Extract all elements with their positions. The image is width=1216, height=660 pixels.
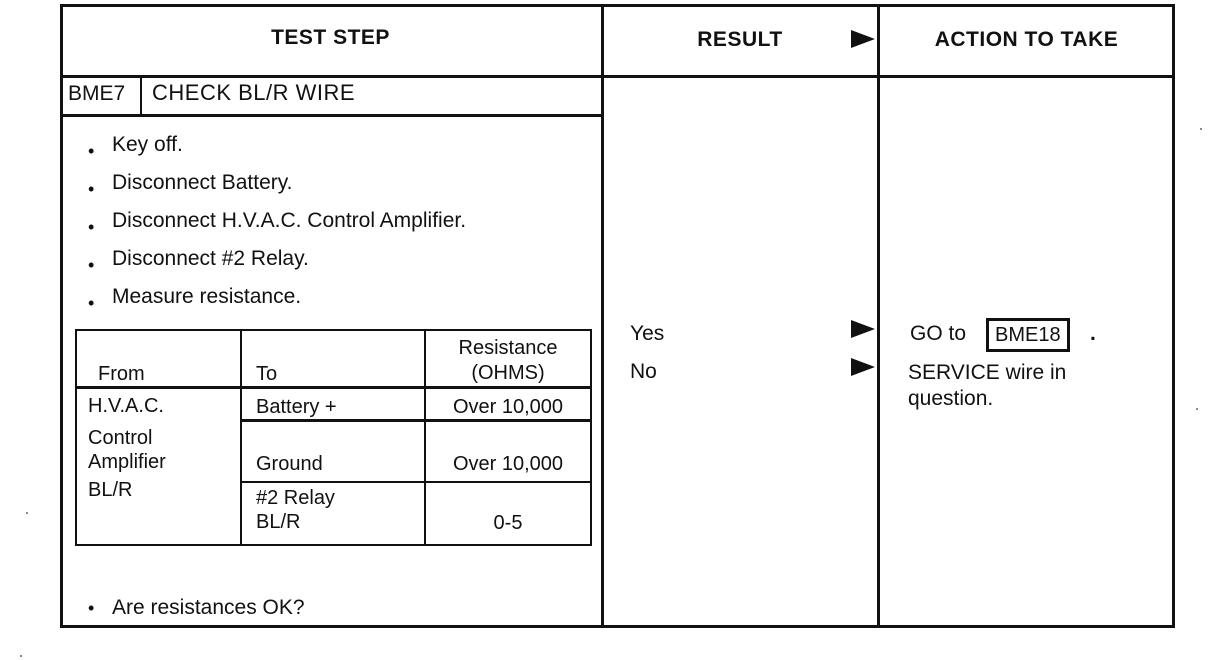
table-row-1-resistance: Over 10,000 [452, 396, 564, 418]
divider-step-result [601, 4, 604, 628]
instruction-item: • Disconnect H.V.A.C. Control Amplifier. [88, 208, 466, 246]
table-header-resistance: Resistance (OHMS) [458, 337, 558, 384]
table-bottom [75, 544, 592, 546]
table-row-divider-1 [240, 419, 592, 422]
table-top [75, 329, 592, 331]
table-header-to: To [256, 363, 278, 385]
table-col-1 [240, 329, 242, 546]
table-row-2-resistance: Over 10,000 [452, 453, 564, 475]
frame-left [60, 4, 63, 628]
step-title-underline [60, 114, 601, 117]
action-no: SERVICE wire in question. [908, 361, 1067, 410]
step-code-divider [140, 77, 142, 115]
table-left [75, 329, 77, 546]
table-row-3-resistance: 0-5 [493, 512, 523, 534]
instruction-item: • Measure resistance. [88, 284, 466, 322]
table-right [590, 329, 592, 546]
instruction-list [88, 132, 466, 322]
scan-speck [1200, 128, 1202, 130]
header-test-step: TEST STEP [271, 26, 390, 49]
frame-right [1172, 4, 1175, 628]
scan-speck [20, 655, 22, 657]
action-yes-prefix: GO to [910, 322, 967, 345]
instruction-item: • Disconnect #2 Relay. [88, 246, 466, 284]
table-row-3-to: #2 Relay BL/R [256, 487, 335, 533]
scan-speck [26, 512, 28, 514]
bullet-icon: • [88, 598, 95, 618]
bullet-icon: • [88, 293, 95, 313]
instruction-item: • Key off. [88, 132, 466, 170]
result-yes: Yes [630, 322, 665, 345]
scan-speck [1196, 408, 1198, 410]
bullet-icon: • [88, 217, 95, 237]
instruction-item: • Disconnect Battery. [88, 170, 466, 208]
header-divider [60, 75, 1174, 78]
table-cell-from: H.V.A.C. Control Amplifier BL/R [88, 395, 166, 501]
table-header-divider [75, 386, 592, 389]
divider-result-action [877, 4, 880, 628]
frame-top [60, 4, 1174, 7]
action-yes-suffix: . [1090, 322, 1096, 345]
table-row-1-to: Battery + [256, 396, 337, 418]
header-arrow-icon [851, 30, 875, 48]
step-code: BME7 [68, 82, 126, 105]
frame-bottom [60, 625, 1174, 628]
header-action: ACTION TO TAKE [934, 28, 1119, 51]
table-header-from: From [98, 363, 145, 385]
table-row-divider-2 [240, 481, 592, 483]
bullet-icon: • [88, 141, 95, 161]
result-no: No [630, 360, 657, 383]
question-item [88, 596, 305, 620]
step-title: CHECK BL/R WIRE [152, 80, 356, 105]
question-text: Are resistances OK? [112, 596, 305, 619]
table-row-2-to: Ground [256, 453, 323, 475]
header-result: RESULT [697, 28, 783, 51]
bullet-icon: • [88, 179, 95, 199]
goto-bme18-link[interactable]: BME18 [986, 318, 1070, 352]
yes-arrow-icon [851, 320, 875, 338]
bullet-icon: • [88, 255, 95, 275]
no-arrow-icon [851, 358, 875, 376]
